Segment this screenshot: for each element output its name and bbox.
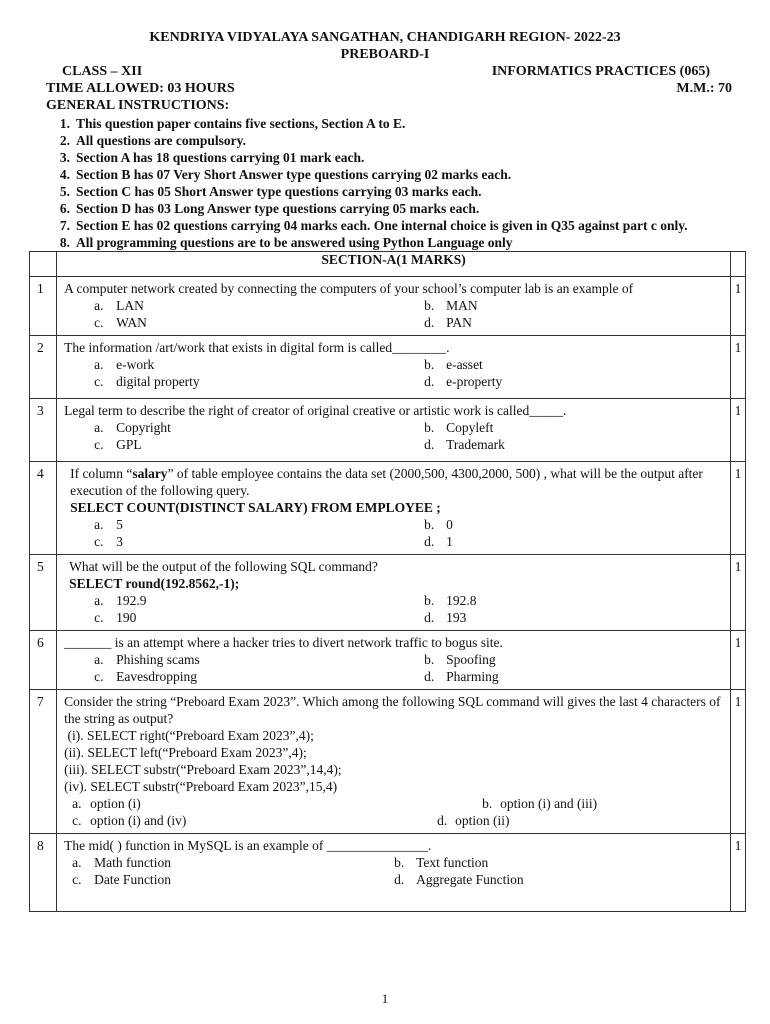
option: c. 190 xyxy=(94,610,137,625)
instructions-title: GENERAL INSTRUCTIONS: xyxy=(46,98,230,113)
options xyxy=(94,419,724,453)
option: c. option (i) and (iv) xyxy=(72,813,187,828)
question-stem: Consider the string “Preboard Exam 2023”. Which among the following SQL command will gives the last 4 characters of the string as output? xyxy=(64,694,721,726)
question-marks: 1 xyxy=(731,336,746,399)
option: a. LAN xyxy=(94,298,144,313)
instruction-item: 5. Section C has 05 Short Answer type questions carrying 03 marks each. xyxy=(59,184,482,199)
question-marks: 1 xyxy=(731,555,746,631)
question-number: 4 xyxy=(30,462,57,555)
question-marks: 1 xyxy=(731,690,746,834)
question-row xyxy=(30,277,746,336)
page-number: 1 xyxy=(381,991,389,1006)
options xyxy=(72,854,724,888)
sql-query: SELECT COUNT(DISTINCT SALARY) FROM EMPLOYEE ; xyxy=(70,500,441,515)
section-header-row xyxy=(30,252,746,277)
question-number: 5 xyxy=(30,555,57,631)
option: c. digital property xyxy=(94,374,200,389)
option: b. Copyleft xyxy=(424,420,494,435)
question-row xyxy=(30,462,746,555)
option: b. e-asset xyxy=(424,357,483,372)
class-label: CLASS – XII xyxy=(62,64,143,79)
questions-table xyxy=(29,251,746,912)
question-row xyxy=(30,690,746,834)
question-stem: What will be the output of the following SQL command? xyxy=(69,559,378,574)
options xyxy=(94,356,724,390)
question-marks: 1 xyxy=(731,834,746,912)
question-marks: 1 xyxy=(731,277,746,336)
options xyxy=(94,297,724,331)
question-stem: _______ is an attempt where a hacker tries to divert network traffic to bogus site. xyxy=(64,635,503,650)
option: b. 0 xyxy=(424,517,453,532)
question-stem: Legal term to describe the right of creator of original creative or artistic work is called_____. xyxy=(64,403,567,418)
option: a. Math function xyxy=(72,855,171,870)
option: a. option (i) xyxy=(72,796,141,811)
sql-option-line: (ii). SELECT left(“Preboard Exam 2023”,4); xyxy=(64,745,307,760)
option: c. WAN xyxy=(94,315,147,330)
option: d. PAN xyxy=(424,315,472,330)
sql-option-line: (iv). SELECT substr(“Preboard Exam 2023”,15,4) xyxy=(64,779,338,794)
question-stem: A computer network created by connecting the computers of your school’s computer lab is an example of xyxy=(64,281,634,296)
options xyxy=(94,592,724,626)
options xyxy=(72,795,724,829)
option: b. Text function xyxy=(394,855,489,870)
question-row xyxy=(30,631,746,690)
question-number: 8 xyxy=(30,834,57,912)
sql-option-line: (i). SELECT right(“Preboard Exam 2023”,4); xyxy=(64,728,314,743)
option: a. e-work xyxy=(94,357,155,372)
instruction-item: 7. Section E has 02 questions carrying 04 marks each. One internal choice is given in Q35 against part c only. xyxy=(59,218,688,233)
max-marks: M.M.: 70 xyxy=(676,81,732,96)
instruction-item: 6. Section D has 03 Long Answer type questions carrying 05 marks each. xyxy=(59,201,480,216)
option: d. Aggregate Function xyxy=(394,872,524,887)
instruction-item: 1. This question paper contains five sections, Section A to E. xyxy=(59,116,406,131)
instruction-item: 8. All programming questions are to be answered using Python Language only xyxy=(59,235,513,250)
question-row xyxy=(30,555,746,631)
option: a. 192.9 xyxy=(94,593,147,608)
option: b. Spoofing xyxy=(424,652,496,667)
question-number: 1 xyxy=(30,277,57,336)
option: d. 1 xyxy=(424,534,453,549)
options xyxy=(94,516,724,550)
option: d. Trademark xyxy=(424,437,505,452)
option: c. Eavesdropping xyxy=(94,669,198,684)
question-marks: 1 xyxy=(731,631,746,690)
question-number: 3 xyxy=(30,399,57,462)
option: a. Phishing scams xyxy=(94,652,200,667)
option: c. Date Function xyxy=(72,872,171,887)
instruction-item: 4. Section B has 07 Very Short Answer type questions carrying 02 marks each. xyxy=(59,167,512,182)
options xyxy=(94,651,724,685)
option: d. Pharming xyxy=(424,669,499,684)
question-number: 2 xyxy=(30,336,57,399)
option: d. 193 xyxy=(424,610,467,625)
section-title: SECTION-A(1 MARKS) xyxy=(57,252,731,277)
question-stem: The information /art/work that exists in digital form is called________. xyxy=(64,340,450,355)
question-marks: 1 xyxy=(731,399,746,462)
option: c. GPL xyxy=(94,437,142,452)
option: a. Copyright xyxy=(94,420,171,435)
question-row xyxy=(30,399,746,462)
question-row xyxy=(30,834,746,912)
option: b. MAN xyxy=(424,298,478,313)
sql-query: SELECT round(192.8562,-1); xyxy=(69,576,240,591)
exam-subtitle: PREBOARD-I xyxy=(340,47,430,62)
instruction-item: 2. All questions are compulsory. xyxy=(59,133,247,148)
option: d. option (ii) xyxy=(437,813,510,828)
subject-label: INFORMATICS PRACTICES (065) xyxy=(491,64,710,79)
sql-option-line: (iii). SELECT substr(“Preboard Exam 2023”,14,4); xyxy=(64,762,342,777)
option: d. e-property xyxy=(424,374,503,389)
question-row xyxy=(30,336,746,399)
instruction-item: 3. Section A has 18 questions carrying 01 mark each. xyxy=(59,150,365,165)
question-stem: If column “salary” of table employee contains the data set (2000,500, 4300,2000, 500) , what will be the output after execution of the following query. xyxy=(70,466,703,498)
exam-title: KENDRIYA VIDYALAYA SANGATHAN, CHANDIGARH REGION- 2022-23 xyxy=(149,30,621,45)
question-stem: The mid( ) function in MySQL is an example of _______________. xyxy=(64,838,432,853)
question-number: 7 xyxy=(30,690,57,834)
time-allowed: TIME ALLOWED: 03 HOURS xyxy=(46,81,235,96)
option: b. 192.8 xyxy=(424,593,477,608)
option: c. 3 xyxy=(94,534,123,549)
question-marks: 1 xyxy=(731,462,746,555)
option: b. option (i) and (iii) xyxy=(482,796,598,811)
question-number: 6 xyxy=(30,631,57,690)
instructions-list xyxy=(46,115,688,251)
option: a. 5 xyxy=(94,517,123,532)
